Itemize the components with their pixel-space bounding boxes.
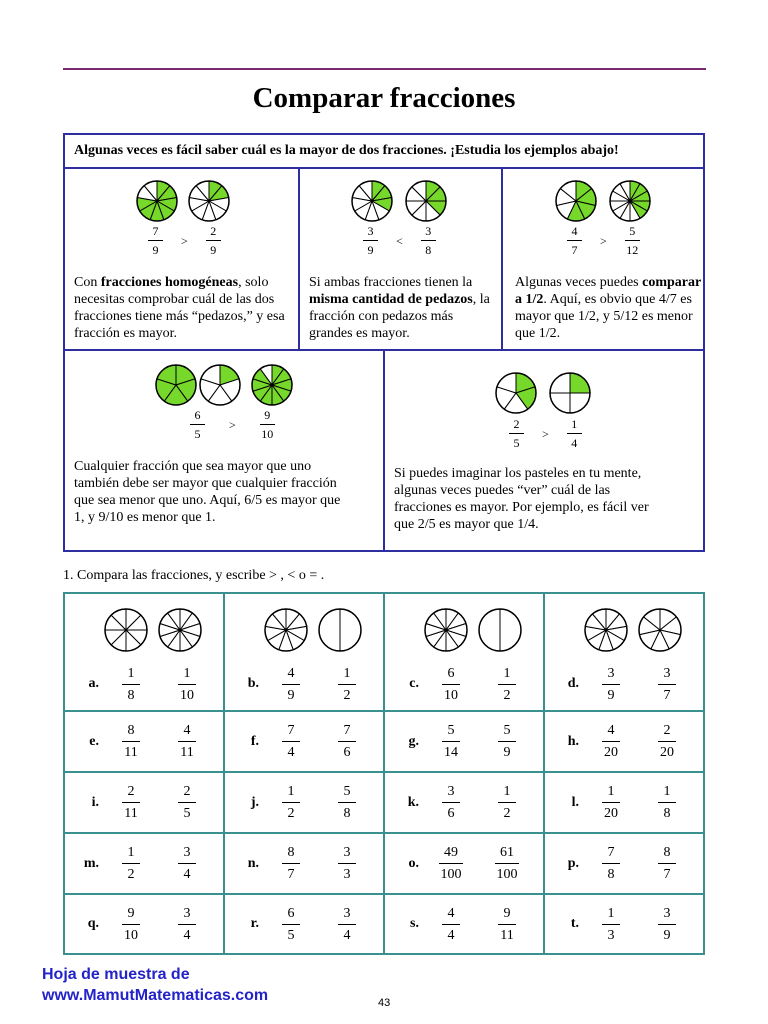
exercise-label: k.: [407, 794, 419, 810]
exercise-o: [384, 833, 544, 894]
pie-slice: [319, 609, 340, 651]
exercise-label: l.: [571, 794, 579, 810]
exercise-d: [544, 593, 704, 711]
exercise-label: m.: [83, 855, 99, 871]
exercise-b: [224, 593, 384, 711]
example-5: [383, 349, 705, 552]
pie-6-5-whole: [154, 363, 198, 407]
example-4-text: Cualquier fracción que sea mayor que uno también debe ser mayor que cualquier fracción que sea menor que uno. Aquí, 6/5 es mayor que 1, y 9/10 es menor que 1.: [74, 459, 341, 525]
comparison-sign: >: [600, 233, 607, 248]
exercise-p: [544, 833, 704, 894]
fraction[interactable]: 1 20: [604, 784, 618, 821]
exercise-e: [64, 711, 224, 772]
exercise-i: [64, 772, 224, 833]
example-1-text: Con fracciones homogéneas, solo necesitas comprobar cuál de las dos fracciones tiene más “pedazos,” y esa fracción es mayor.: [74, 275, 285, 341]
exercise-h: [544, 711, 704, 772]
exercise-k: [384, 772, 544, 833]
exercise-label: g.: [408, 733, 419, 749]
fraction: $\frac{3}{8}$: [421, 225, 436, 257]
intro-box: [63, 133, 705, 169]
fraction: $\frac{4}{7}$: [567, 225, 582, 257]
example-3-text: Algunas veces puedes comparar a 1/2. Aquí, es obvio que 4/7 es mayor que 1/2, y 5/12 es menor que 1/2.: [515, 275, 701, 341]
fraction[interactable]: 1 8: [109, 666, 153, 703]
fraction[interactable]: 1 8: [645, 784, 689, 821]
exercise-r: [224, 894, 384, 954]
fraction[interactable]: 1 10: [180, 665, 194, 703]
exercise-a: [64, 593, 224, 711]
fraction[interactable]: 2 11: [109, 784, 153, 821]
pie-9-empty: [263, 607, 309, 653]
fraction[interactable]: 3 9: [589, 666, 633, 703]
fraction[interactable]: 1 3: [589, 906, 633, 943]
pie-slice: [340, 609, 361, 651]
pie-7-empty: [637, 607, 683, 653]
instruction: 1. Compara las fracciones, y escribe > , < o = .: [63, 568, 325, 583]
intro-text: Algunas veces es fácil saber cuál es la mayor de dos fracciones. ¡Estudia los ejemplos abajo!: [74, 143, 619, 158]
fraction[interactable]: 6 5: [269, 906, 313, 943]
fraction[interactable]: 1 2: [325, 666, 369, 703]
fraction[interactable]: 4 9: [269, 666, 313, 703]
fraction[interactable]: 4 11: [165, 723, 209, 760]
fraction[interactable]: 5 14: [444, 723, 458, 760]
fraction[interactable]: 4 20: [604, 723, 618, 760]
fraction: $\frac{1}{4}$: [567, 418, 582, 450]
fraction: $\frac{5}{12}$: [626, 224, 639, 257]
pie-slice: [479, 609, 500, 651]
pie-10-empty: [423, 607, 469, 653]
fraction[interactable]: 2 5: [165, 784, 209, 821]
fraction[interactable]: 3 3: [325, 845, 369, 882]
exercise-j: [224, 772, 384, 833]
fraction[interactable]: 7 6: [325, 723, 369, 760]
exercise-c: [384, 593, 544, 711]
exercise-label: r.: [250, 916, 259, 931]
exercise-label: i.: [91, 794, 99, 810]
pie-2-5: [494, 371, 538, 415]
fraction: $\frac{6}{5}$: [190, 409, 205, 441]
fraction[interactable]: 3 4: [165, 845, 209, 882]
exercise-q: [64, 894, 224, 954]
exercise-label: c.: [409, 676, 419, 691]
fraction[interactable]: 2 20: [660, 723, 674, 760]
exercise-s: [384, 894, 544, 954]
exercise-label: t.: [570, 916, 579, 931]
fraction[interactable]: 6 10: [444, 665, 458, 703]
fraction[interactable]: 8 11: [109, 723, 153, 760]
pie-6-5-part: [198, 363, 242, 407]
fraction[interactable]: 1 2: [485, 666, 529, 703]
fraction[interactable]: 7 4: [269, 723, 313, 760]
exercise-label: q.: [87, 916, 99, 931]
pie-9-10: [250, 363, 294, 407]
fraction[interactable]: 1 2: [485, 784, 529, 821]
pie-8-empty: [103, 607, 149, 653]
pie-5-12: [608, 179, 652, 223]
exercise-label: n.: [247, 855, 259, 871]
exercise-label: h.: [567, 733, 579, 749]
fraction[interactable]: 3 7: [645, 666, 689, 703]
pie-slice: [500, 609, 521, 651]
fraction[interactable]: 7 8: [589, 845, 633, 882]
fraction: $\frac{3}{9}$: [363, 225, 378, 257]
pie-4-7: [554, 179, 598, 223]
fraction[interactable]: 3 6: [429, 784, 473, 821]
fraction[interactable]: 9 10: [124, 905, 138, 943]
example-4: [63, 349, 385, 552]
exercise-label: f.: [250, 733, 259, 749]
fraction[interactable]: 9 11: [485, 906, 529, 943]
exercise-label: j.: [250, 794, 259, 810]
pie-2-empty: [317, 607, 363, 653]
pie-1-4: [548, 371, 592, 415]
footer-link[interactable]: www.MamutMatematicas.com: [42, 987, 269, 1004]
fraction[interactable]: 49 100: [440, 845, 462, 882]
fraction[interactable]: 3 4: [165, 906, 209, 943]
pie-10-empty: [157, 607, 203, 653]
exercise-grid: [63, 592, 705, 955]
footer-credit: [42, 964, 268, 1006]
comparison-sign: >: [229, 417, 236, 432]
example-5-text: Si puedes imaginar los pasteles en tu mente, algunas veces puedes “ver” cuál de las fracciones es mayor. Por ejemplo, es fácil ver que 2/5 es mayor que 1/4.: [394, 466, 649, 532]
fraction[interactable]: 8 7: [645, 845, 689, 882]
exercise-f: [224, 711, 384, 772]
fraction[interactable]: 3 4: [325, 906, 369, 943]
fraction: $\frac{2}{9}$: [206, 225, 221, 257]
fraction: $\frac{9}{10}$: [261, 408, 274, 441]
pie-2-9: [187, 179, 231, 223]
exercise-m: [64, 833, 224, 894]
fraction[interactable]: 5 9: [485, 723, 529, 760]
exercise-l: [544, 772, 704, 833]
fraction[interactable]: 5 8: [325, 784, 369, 821]
example-1: [63, 167, 300, 351]
comparison-sign: >: [542, 426, 549, 441]
exercise-label: p.: [567, 855, 579, 871]
footer-line-1: Hoja de muestra de: [42, 966, 190, 983]
page-title: Comparar fracciones: [252, 82, 516, 114]
pie-9-empty: [583, 607, 629, 653]
exercise-n: [224, 833, 384, 894]
example-2: [298, 167, 503, 351]
pie-3-8: [404, 179, 448, 223]
fraction[interactable]: 1 2: [109, 845, 153, 882]
example-3: [501, 167, 705, 351]
example-2-text: Si ambas fracciones tienen la misma cantidad de pedazos, la fracción con pedazos más grandes es mayor.: [309, 275, 490, 341]
exercise-g: [384, 711, 544, 772]
page-number: 43: [378, 997, 391, 1009]
exercise-label: s.: [410, 916, 419, 931]
fraction: $\frac{7}{9}$: [148, 225, 163, 257]
fraction[interactable]: 1 2: [269, 784, 313, 821]
fraction[interactable]: 61 100: [496, 845, 518, 882]
comparison-sign: <: [396, 233, 403, 248]
pie-7-9: [135, 179, 179, 223]
pie-2-empty: [477, 607, 523, 653]
fraction[interactable]: 3 9: [645, 906, 689, 943]
exercise-label: o.: [408, 855, 419, 871]
exercise-label: b.: [247, 676, 259, 691]
exercise-label: a.: [88, 676, 99, 691]
fraction: $\frac{2}{5}$: [509, 418, 524, 450]
fraction[interactable]: 4 4: [429, 906, 473, 943]
exercise-label: e.: [89, 733, 99, 749]
comparison-sign: >: [181, 233, 188, 248]
top-rule: [63, 68, 706, 70]
exercise-t: [544, 894, 704, 954]
exercise-label: d.: [567, 676, 579, 691]
pie-3-9: [350, 179, 394, 223]
fraction[interactable]: 8 7: [269, 845, 313, 882]
